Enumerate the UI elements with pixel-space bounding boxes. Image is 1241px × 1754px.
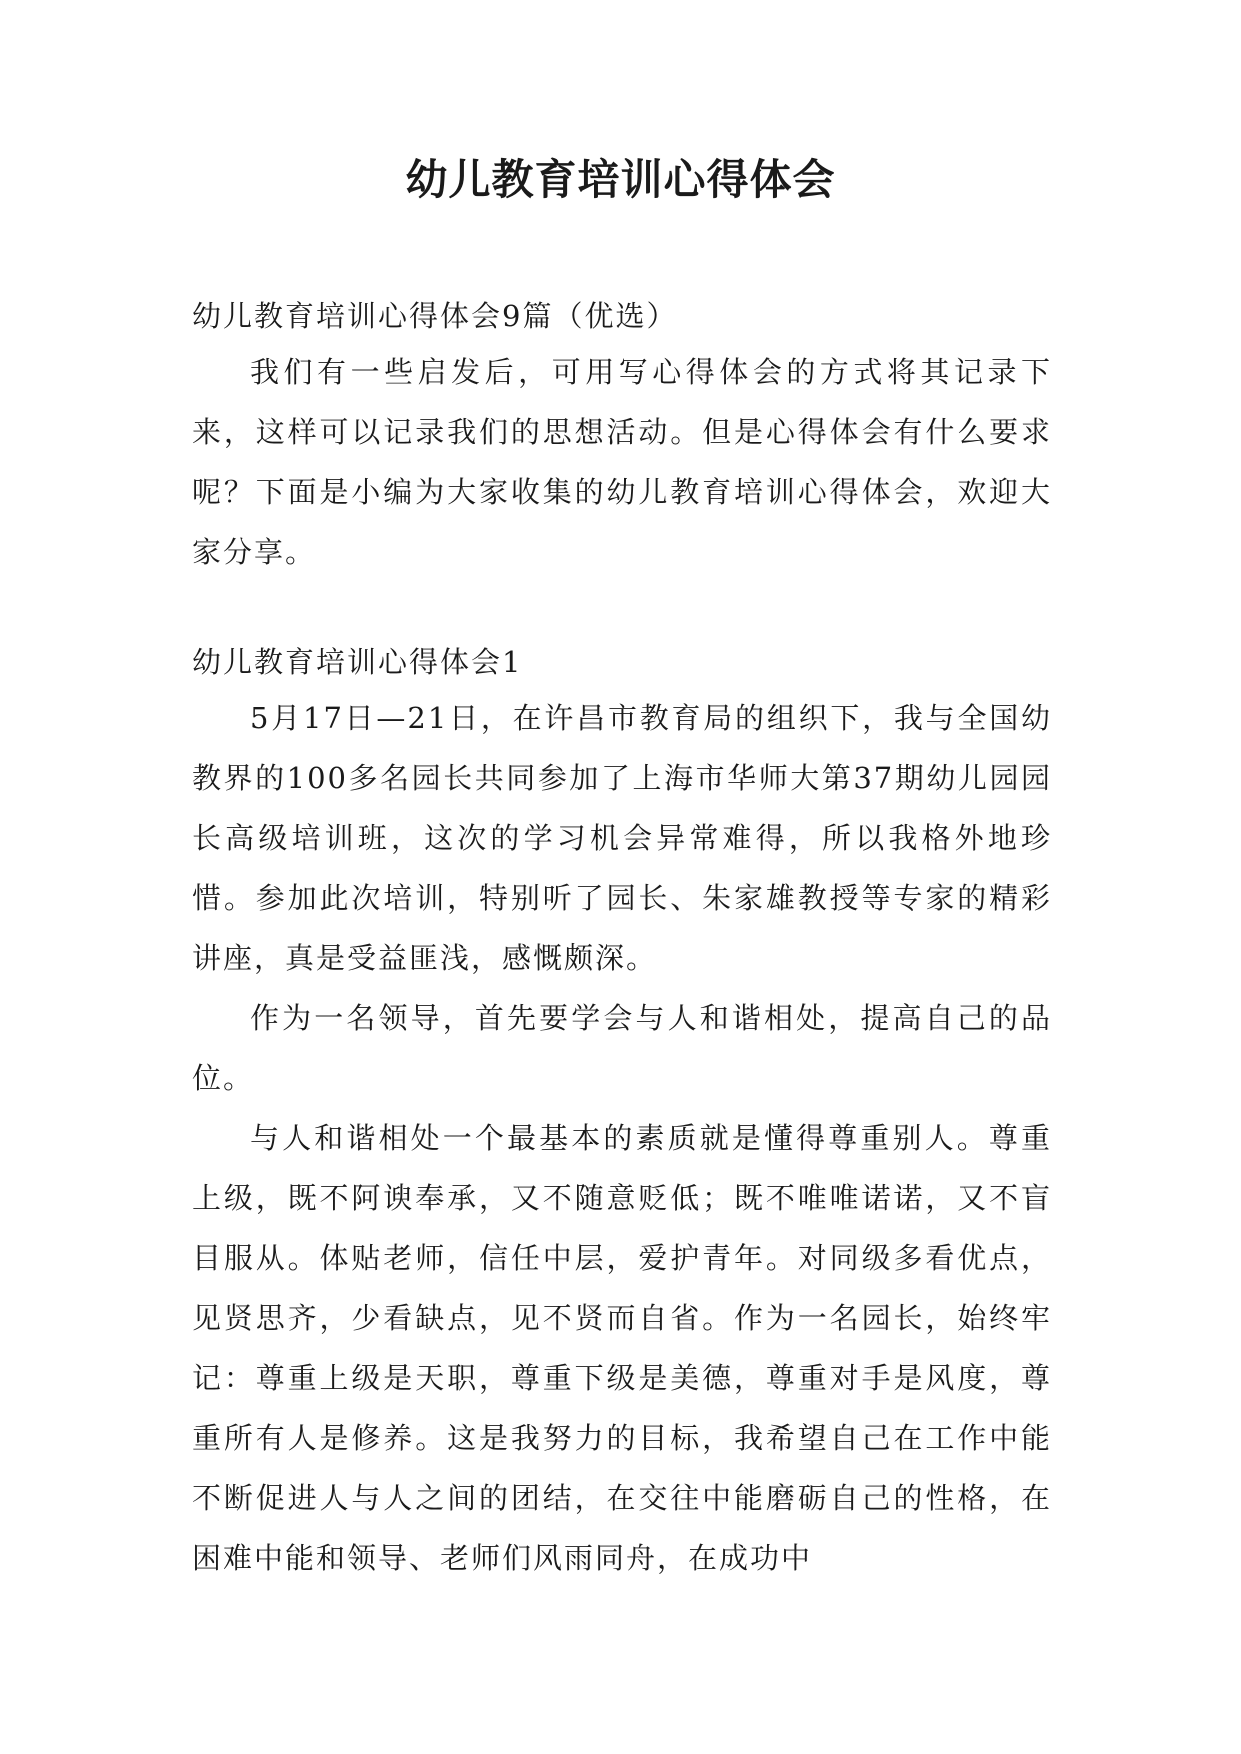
section-heading: 幼儿教育培训心得体会1: [192, 645, 523, 679]
document-title: 幼儿教育培训心得体会: [405, 155, 836, 204]
intro-paragraph-block: [192, 342, 1052, 582]
intro-paragraph: 我们有一些启发后，可用写心得体会的方式将其记录下来，这样可以记录我们的思想活动。但是心得体会有什么要求呢？下面是小编为大家收集的幼儿教育培训心得体会，欢迎大家分享。: [192, 355, 1052, 569]
body-paragraph-2: 作为一名领导，首先要学会与人和谐相处，提高自己的品位。: [192, 1001, 1052, 1095]
body-paragraph-3: 与人和谐相处一个最基本的素质就是懂得尊重别人。尊重上级，既不阿谀奉承，又不随意贬低；既不唯唯诺诺，又不盲目服从。体贴老师，信任中层，爱护青年。对同级多看优点，见贤思齐，少看缺点，见不贤而自省。作为一名园长，始终牢记：尊重上级是天职，尊重下级是美德，尊重对手是风度，尊重所有人是修养。这是我努力的目标，我希望自己在工作中能不断促进人与人之间的团结，在交往中能磨砺自己的性格，在困难中能和领导、老师们风雨同舟，在成功中: [192, 1121, 1052, 1575]
section-body: [192, 688, 1052, 1588]
body-paragraph-1: 5月17日—21日，在许昌市教育局的组织下，我与全国幼教界的100多名园长共同参加了上海市华师大第37期幼儿园园长高级培训班，这次的学习机会异常难得，所以我格外地珍惜。参加此次培训，特别听了园长、朱家雄教授等专家的精彩讲座，真是受益匪浅，感慨颇深。: [192, 701, 1052, 975]
document-subtitle: 幼儿教育培训心得体会9篇（优选）: [192, 299, 678, 333]
